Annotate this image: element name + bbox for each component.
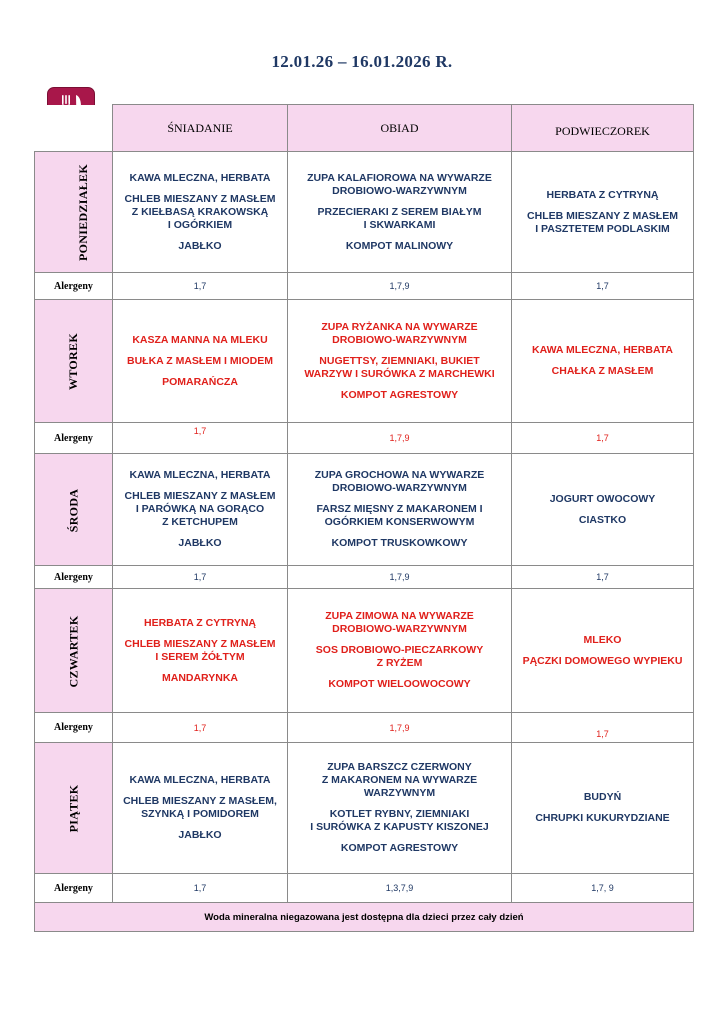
meal-item: ZUPA KALAFIOROWA NA WYWARZE DROBIOWO-WARZYWNYM [307,171,492,197]
snack-cell [512,589,694,713]
header-lunch: OBIAD [288,105,512,152]
meal-item: KAWA MLECZNA, HERBATA [129,469,271,481]
meal-item: JABŁKO [178,829,222,841]
allergen-value: 1,7,9 [288,566,512,589]
snack-cell [512,300,694,423]
allergen-value: 1,7 [113,874,288,903]
meal-item: KOMPOT AGRESTOWY [340,842,459,854]
header-corner [35,105,113,152]
day-cell [35,743,113,874]
allergen-row [35,273,694,300]
meal-item: KAWA MLECZNA, HERBATA [129,171,271,184]
meal-item: KOMPOT MALINOWY [345,239,454,252]
allergen-value: 1,7 [113,713,288,743]
allergen-value: 1,7 [113,423,288,454]
menu-row [35,300,694,423]
meal-item: ZUPA RYŻANKA NA WYWARZE DROBIOWO-WARZYWNYM [321,320,478,346]
day-label: PIĄTEK [66,784,80,833]
meal-item: CHLEB MIESZANY Z MASŁEM I PASZTETEM PODLASKIM [527,209,678,235]
meal-item: BUŁKA Z MASŁEM I MIODEM [126,354,273,367]
meal-item: KOMPOT TRUSKOWKOWY [331,537,468,549]
snack-cell [512,743,694,874]
meal-item: CHLEB MIESZANY Z MASŁEM, SZYNKĄ I POMIDOREM [123,795,277,820]
breakfast-cell [113,300,288,423]
meal-item: KOMPOT WIELOOWOCOWY [328,678,471,690]
meal-item: CHLEB MIESZANY Z MASŁEM Z KIEŁBASĄ KRAKOWSKĄ I OGÓRKIEM [124,192,276,231]
footer-row [35,903,694,932]
allergen-value: 1,7 [512,713,694,743]
allergen-label: Alergeny [35,566,113,589]
allergen-label: Alergeny [35,874,113,903]
menu-row [35,589,694,713]
meal-item: ZUPA BARSZCZ CZERWONY Z MAKARONEM NA WYWARZE WARZYWNYM [321,761,478,799]
meal-item: KOMPOT AGRESTOWY [340,388,459,401]
meal-item: PRZECIERAKI Z SEREM BIAŁYM I SKWARKAMI [317,205,482,231]
meal-item: KOTLET RYBNY, ZIEMNIAKI I SURÓWKA Z KAPUSTY KISZONEJ [310,808,489,833]
day-cell [35,152,113,273]
menu-row [35,152,694,273]
meal-item: CHRUPKI KUKURYDZIANE [535,812,670,824]
allergen-label: Alergeny [35,423,113,454]
allergen-value: 1,7 [113,273,288,300]
meal-item: CHLEB MIESZANY Z MASŁEM I SEREM ŻÓŁTYM [124,637,276,663]
day-cell [35,589,113,713]
header-snack: PODWIECZOREK [512,105,694,152]
meal-item: NUGETTSY, ZIEMNIAKI, BUKIET WARZYW I SURÓWKA Z MARCHEWKI [304,354,495,380]
meal-item: POMARAŃCZA [162,375,238,388]
meal-item: KAWA MLECZNA, HERBATA [129,774,271,786]
allergen-label: Alergeny [35,713,113,743]
page-title: 12.01.26 – 16.01.2026 R. [271,52,453,71]
header-breakfast: ŚNIADANIE [113,105,288,152]
breakfast-cell [113,589,288,713]
allergen-row [35,713,694,743]
day-cell [35,454,113,566]
meal-item: BUDYŃ [583,791,622,803]
meal-item: CHAŁKA Z MASŁEM [551,365,654,377]
meal-item: CHLEB MIESZANY Z MASŁEM I PARÓWKĄ NA GORĄCO Z KETCHUPEM [124,490,276,528]
allergen-row [35,566,694,589]
meal-item: HERBATA Z CYTRYNĄ [546,188,659,201]
header-row [35,105,694,152]
water-note: Woda mineralna niegazowana jest dostępna dla dzieci przez cały dzień [35,903,694,932]
snack-cell [512,152,694,273]
allergen-value: 1,7, 9 [512,874,694,903]
day-label: ŚRODA [65,488,80,532]
allergen-value: 1,7,9 [288,273,512,300]
allergen-label: Alergeny [35,273,113,300]
day-label: WTOREK [66,333,80,390]
day-label: PONIEDZIAŁEK [75,164,90,261]
allergen-row [35,423,694,454]
meal-item: MANDARYNKA [161,671,239,684]
allergen-value: 1,7,9 [288,713,512,743]
menu-row [35,743,694,874]
breakfast-cell [113,152,288,273]
menu-row [35,454,694,566]
meal-item: CIASTKO [578,513,627,526]
allergen-value: 1,7,9 [288,423,512,454]
lunch-cell [288,152,512,273]
menu-table [34,104,694,932]
allergen-row [35,874,694,903]
lunch-cell [288,589,512,713]
meal-item: HERBATA Z CYTRYNĄ [144,616,256,629]
meal-item: SOS DROBIOWO-PIECZARKOWY Z RYŻEM [315,644,484,669]
meal-item: JABŁKO [178,537,222,549]
meal-item: ZUPA GROCHOWA NA WYWARZE DROBIOWO-WARZYWNYM [314,469,485,494]
meal-item: PĄCZKI DOMOWEGO WYPIEKU [522,654,683,667]
breakfast-cell [113,454,288,566]
meal-item: FARSZ MIĘSNY Z MAKARONEM I OGÓRKIEM KONSERWOWYM [316,503,483,528]
day-cell [35,300,113,423]
meal-item: KASZA MANNA NA MLEKU [132,333,268,346]
allergen-value: 1,7 [113,566,288,589]
allergen-value: 1,3,7,9 [288,874,512,903]
meal-item: MLEKO [583,633,622,646]
allergen-value: 1,7 [512,423,694,454]
lunch-cell [288,454,512,566]
meal-item: KAWA MLECZNA, HERBATA [532,344,673,356]
meal-item: JABŁKO [178,239,222,252]
meal-item: JOGURT OWOCOWY [549,492,656,505]
meal-item: ZUPA ZIMOWA NA WYWARZE DROBIOWO-WARZYWNYM [325,610,474,635]
lunch-cell [288,300,512,423]
lunch-cell [288,743,512,874]
day-label: CZWARTEK [66,615,80,687]
allergen-value: 1,7 [512,273,694,300]
allergen-value: 1,7 [512,566,694,589]
snack-cell [512,454,694,566]
breakfast-cell [113,743,288,874]
